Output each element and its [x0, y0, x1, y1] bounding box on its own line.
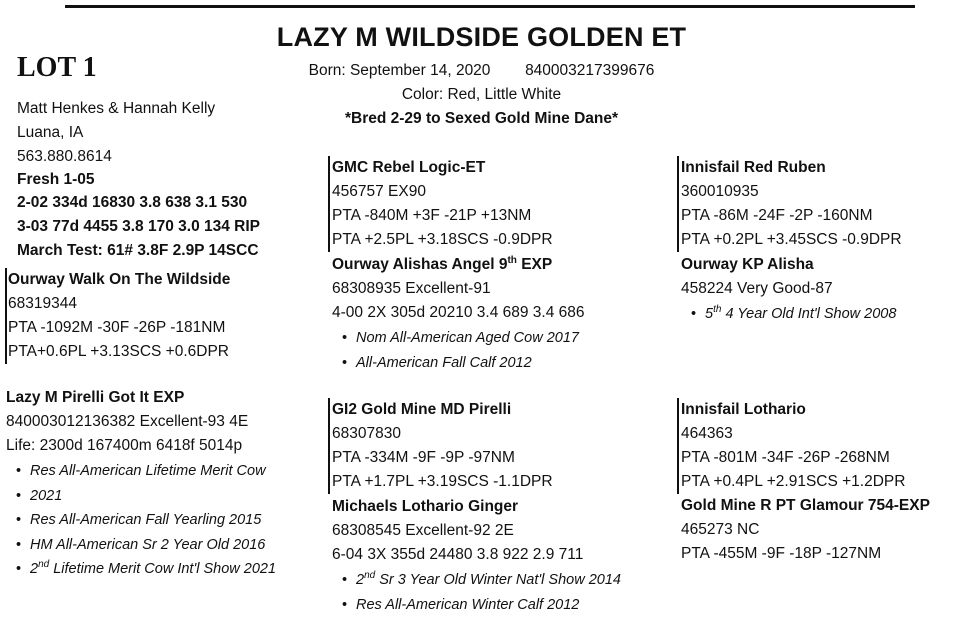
dam-life: Life: 2300d 167400m 6418f 5014p [6, 437, 243, 454]
sd-honors [332, 326, 585, 375]
ss-name: GMC Rebel Logic-ET [332, 159, 486, 176]
ds-reg: 68307830 [332, 425, 401, 442]
sire-block [5, 268, 230, 364]
dam-honor: • HM All-American Sr 2 Year Old 2016 [6, 533, 276, 558]
dam-block [6, 386, 276, 582]
sd-record: 4-00 2X 305d 20210 3.4 689 3.4 686 [332, 304, 585, 321]
top-rule [65, 5, 915, 8]
dam-honor: • 2nd Lifetime Merit Cow Int'l Show 2021 [6, 557, 276, 582]
sss-reg: 360010935 [681, 183, 759, 200]
sss-pta-1: PTA -86M -24F -2P -160NM [681, 207, 873, 224]
dam-honor: • 2021 [6, 484, 276, 509]
dd-record: 6-04 3X 355d 24480 3.8 922 2.9 711 [332, 546, 584, 563]
ssd-reg: 458224 Very Good-87 [681, 280, 833, 297]
ssd-honor: • 5th 4 Year Old Int'l Show 2008 [681, 302, 896, 327]
ssd-name: Ourway KP Alisha [681, 256, 814, 273]
ddd-pta-1: PTA -455M -9F -18P -127NM [681, 545, 882, 562]
ds-name: GI2 Gold Mine MD Pirelli [332, 401, 512, 418]
lot-number: LOT 1 [17, 52, 97, 83]
ss-pta-1: PTA -840M +3F -21P +13NM [332, 207, 532, 224]
born-line [0, 62, 963, 80]
born-date: Born: September 14, 2020 [308, 62, 491, 79]
dam-honors [6, 459, 276, 582]
sd-reg: 68308935 Excellent-91 [332, 280, 491, 297]
sires-sire-block [328, 156, 553, 252]
consignor-block [17, 97, 260, 263]
dds-block [677, 398, 905, 494]
fresh-date: Fresh 1-05 [17, 171, 95, 188]
ds-pta-2: PTA +1.7PL +3.19SCS -1.1DPR [332, 473, 553, 490]
consignor-names: Matt Henkes & Hannah Kelly [17, 100, 216, 117]
dams-dam-block [332, 495, 621, 617]
sire-pta-1: PTA -1092M -30F -26P -181NM [8, 319, 226, 336]
march-test: March Test: 61# 3.8F 2.9P 14SCC [17, 242, 259, 259]
record-2: 3-03 77d 4455 3.8 170 3.0 134 RIP [17, 218, 261, 235]
sire-pta-2: PTA+0.6PL +3.13SCS +0.6DPR [8, 343, 230, 360]
animal-name: LAZY M WILDSIDE GOLDEN ET [276, 22, 687, 52]
bred-line: *Bred 2-29 to Sexed Gold Mine Dane* [344, 110, 619, 127]
sires-dam-block [332, 253, 585, 375]
sd-honor: • Nom All-American Aged Cow 2017 [332, 326, 585, 351]
ssd-block [681, 253, 896, 327]
sd-honor: • All-American Fall Calf 2012 [332, 351, 585, 376]
dds-reg: 464363 [681, 425, 733, 442]
dds-pta-1: PTA -801M -34F -26P -268NM [681, 449, 890, 466]
record-1: 2-02 334d 16830 3.8 638 3.1 530 [17, 194, 248, 211]
dd-honor: • Res All-American Winter Calf 2012 [332, 593, 621, 618]
ss-pta-2: PTA +2.5PL +3.18SCS -0.9DPR [332, 231, 553, 248]
consignor-phone: 563.880.8614 [17, 148, 112, 165]
dam-name: Lazy M Pirelli Got It EXP [6, 389, 185, 406]
dam-honor: • Res All-American Fall Yearling 2015 [6, 508, 276, 533]
ss-reg: 456757 EX90 [332, 183, 426, 200]
sd-name: Ourway Alishas Angel 9th EXP [332, 254, 553, 273]
dd-honor: • 2nd Sr 3 Year Old Winter Nat'l Show 2014 [332, 568, 621, 593]
ds-pta-1: PTA -334M -9F -9P -97NM [332, 449, 515, 466]
sss-block [677, 156, 902, 252]
ddd-reg: 465273 NC [681, 521, 760, 538]
dam-honor: • Res All-American Lifetime Merit Cow [6, 459, 276, 484]
dd-reg: 68308545 Excellent-92 2E [332, 522, 514, 539]
sire-reg: 68319344 [8, 295, 77, 312]
ddd-name: Gold Mine R PT Glamour 754-EXP [681, 497, 930, 514]
registration-number: 840003217399676 [525, 62, 655, 79]
dds-pta-2: PTA +0.4PL +2.91SCS +1.2DPR [681, 473, 906, 490]
ddd-block [681, 494, 930, 566]
ssd-honors [681, 302, 896, 327]
sss-name: Innisfail Red Ruben [681, 159, 826, 176]
color-line: Color: Red, Little White [401, 86, 562, 103]
sss-pta-2: PTA +0.2PL +3.45SCS -0.9DPR [681, 231, 902, 248]
dd-honors [332, 568, 621, 617]
dd-name: Michaels Lothario Ginger [332, 498, 519, 515]
consignor-location: Luana, IA [17, 124, 84, 141]
sire-name: Ourway Walk On The Wildside [8, 271, 231, 288]
dds-name: Innisfail Lothario [681, 401, 806, 418]
dams-sire-block [328, 398, 553, 494]
dam-reg: 840003012136382 Excellent-93 4E [6, 413, 249, 430]
